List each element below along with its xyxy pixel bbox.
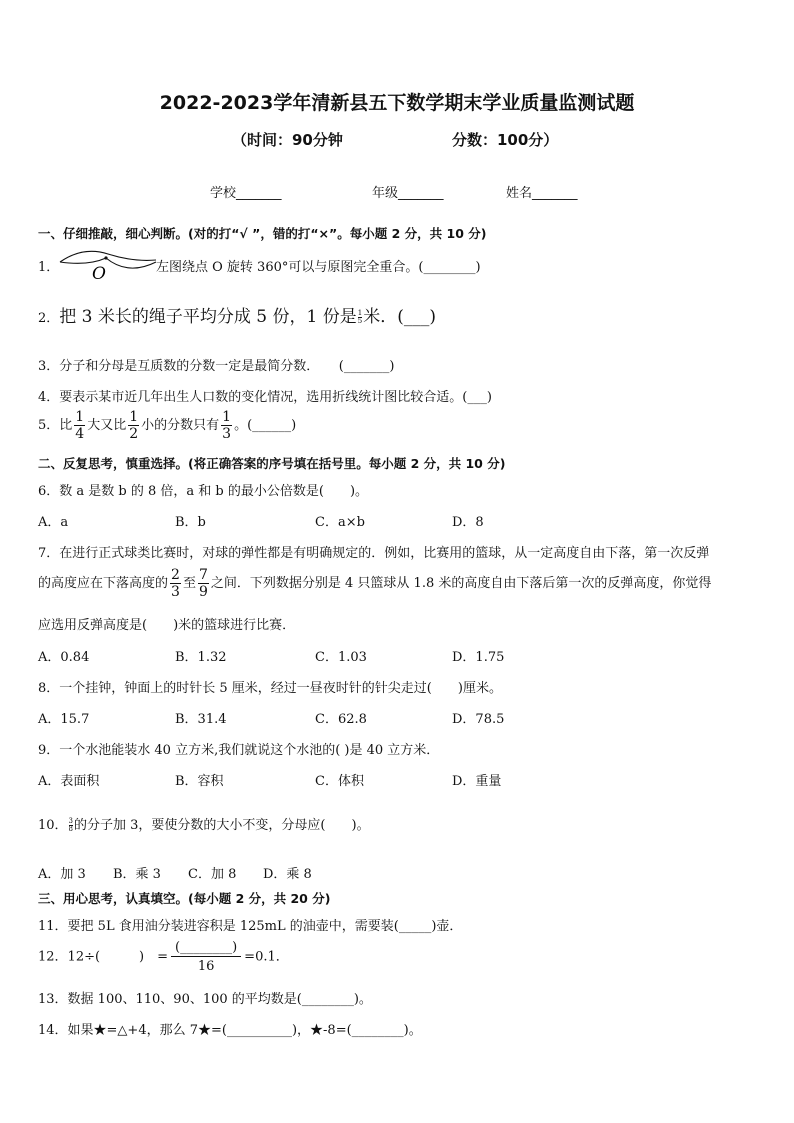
question-8: 8．一个挂钟，钟面上的时针长 5 厘米，经过一昼夜时针的针尖走过( )厘米。 (38, 681, 502, 696)
question-14: 14．如果★=△+4，那么 7★=(__________)，★-8=(________)。 (38, 1023, 422, 1038)
question-number: 1． (38, 260, 60, 275)
question-7-line-1: 7．在进行正式球类比赛时，对球的弹性都是有明确规定的．例如，比赛用的篮球，从一定高度自由下落，第一次反弹 (38, 546, 710, 561)
question-4: 4．要表示某市近几年出生人口数的变化情况，选用折线统计图比较合适。(___) (38, 390, 492, 405)
option-a[interactable]: A．加 3 (38, 867, 86, 882)
section-1-heading: 一、仔细推敲，细心判断。(对的打“√ ”，错的打“×”。每小题 2 分，共 10 分) (38, 226, 487, 241)
section-2-heading: 二、反复思考，慎重选择。(将正确答案的序号填在括号里。每小题 2 分，共 10 分) (38, 456, 506, 471)
option-c[interactable]: C．体积 (315, 774, 364, 789)
option-b[interactable]: B．容积 (175, 774, 224, 789)
option-d[interactable]: D．乘 8 (263, 867, 312, 882)
name-field[interactable]: 姓名_______ (506, 186, 578, 201)
question-2: 2．把 3 米长的绳子平均分成 5 份，1 份是 $\frac{1}{5}$米．(___) (38, 307, 436, 327)
question-7-line-2: 的高度应在下落高度的 $\frac{2}{3}$ 至 $\frac{7}{9}$ 之间．下列数据分别是 4 只篮球从 1.8 米的高度自由下落后第一次的反弹高度，你觉得 (38, 567, 712, 600)
question-10: 10． $\frac{3}{8}$的分子加 3，要使分数的大小不变，分母应( )。 (38, 817, 370, 833)
option-c[interactable]: C．62.8 (315, 712, 367, 727)
question-5: 5．比 $\frac{1}{4}$ 大又比 $\frac{1}{2}$ 小的分数只有 $\frac{1}{3}$ 。(______) (38, 409, 297, 442)
option-d[interactable]: D．8 (452, 515, 484, 530)
option-d[interactable]: D．78.5 (452, 712, 505, 727)
score-label: 分数：100分） (452, 131, 559, 149)
time-label: （时间：90分钟 (232, 131, 343, 149)
option-a[interactable]: A．15.7 (38, 712, 90, 727)
question-13: 13．数据 100、110、90、100 的平均数是(________)。 (38, 992, 372, 1007)
figure-upper-arc (60, 251, 156, 262)
option-a[interactable]: A．0.84 (38, 650, 90, 665)
option-a[interactable]: A．a (38, 515, 69, 530)
option-c[interactable]: C．1.03 (315, 650, 367, 665)
fraction: $\frac{1}{5}$ (357, 309, 363, 325)
center-label: O (92, 264, 106, 282)
fraction: $\frac{7}{9}$ (198, 567, 208, 600)
school-field[interactable]: 学校_______ (210, 186, 282, 201)
question-12: 12．12÷( ) = (________) 16 =0.1． (38, 940, 289, 974)
question-11: 11．要把 5L 食用油分装进容积是 125mL 的油壶中，需要装(_____)壶． (38, 919, 463, 934)
exam-title: 2022-2023学年清新县五下数学期末学业质量监测试题 (159, 92, 635, 114)
option-b[interactable]: B．b (175, 515, 206, 530)
fraction: $\frac{2}{3}$ (171, 567, 180, 600)
option-c[interactable]: C．加 8 (188, 867, 237, 882)
fraction: $\frac{1}{4}$ (75, 409, 85, 442)
question-1-text: 左图绕点 O 旋转 360°可以与原图完全重合。(________) (156, 260, 481, 275)
figure-lower-arc (60, 258, 156, 268)
option-b[interactable]: B．1.32 (175, 650, 227, 665)
fraction: (________) 16 (171, 940, 241, 974)
fraction: $\frac{1}{2}$ (129, 409, 139, 442)
option-d[interactable]: D．重量 (452, 774, 502, 789)
question-6: 6．数 a 是数 b 的 8 倍，a 和 b 的最小公倍数是( )。 (38, 484, 369, 499)
question-7-line-3: 应选用反弹高度是( )米的篮球进行比赛． (38, 618, 296, 633)
option-b[interactable]: B．乘 3 (113, 867, 161, 882)
fraction: $\frac{1}{3}$ (222, 409, 232, 442)
grade-field[interactable]: 年级_______ (372, 186, 444, 201)
question-9: 9．一个水池能装水 40 立方米,我们就说这个水池的( )是 40 立方米． (38, 743, 440, 758)
section-3-heading: 三、用心思考，认真填空。(每小题 2 分，共 20 分) (38, 891, 331, 906)
fraction: $\frac{3}{8}$ (68, 817, 74, 833)
option-a[interactable]: A．表面积 (38, 774, 100, 789)
option-d[interactable]: D．1.75 (452, 650, 505, 665)
rotation-figure (58, 246, 158, 282)
question-3: 3．分子和分母是互质数的分数一定是最简分数． (_______) (38, 359, 395, 374)
center-point (104, 256, 107, 259)
option-c[interactable]: C．a×b (315, 515, 365, 530)
option-b[interactable]: B．31.4 (175, 712, 227, 727)
